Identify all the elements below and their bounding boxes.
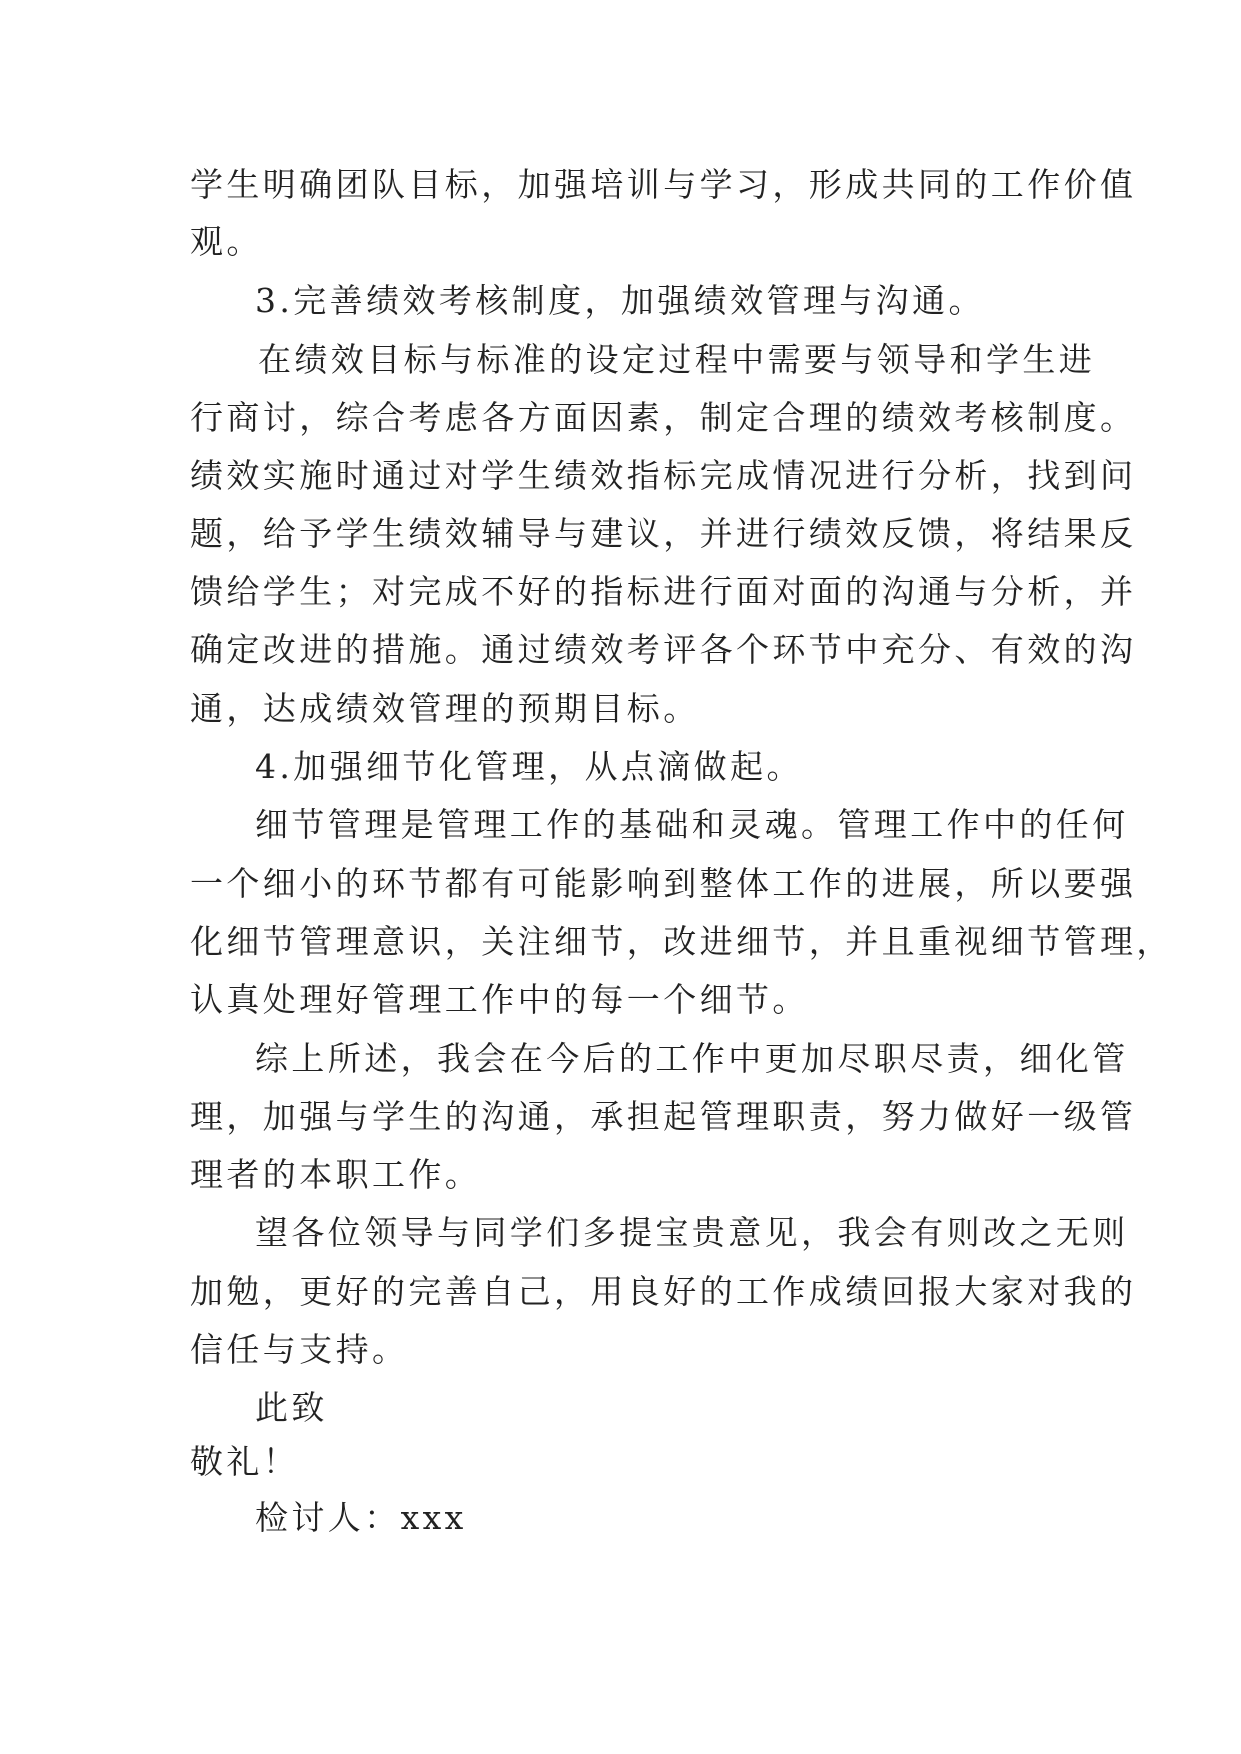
text-line: 望各位领导与同学们多提宝贵意见，我会有则改之无则 (255, 1213, 1129, 1252)
text-line: 一个细小的环节都有可能影响到整体工作的进展，所以要强 (190, 864, 1137, 903)
text-line: 绩效实施时通过对学生绩效指标完成情况进行分析，找到问 (190, 456, 1137, 495)
closing-regards: 敬礼！ (190, 1442, 300, 1481)
closing-salutation: 此致 (255, 1388, 328, 1427)
text-line: 通，达成绩效管理的预期目标。 (190, 689, 700, 728)
text-line: 馈给学生；对完成不好的指标进行面对面的沟通与分析，并 (190, 572, 1137, 611)
text-line: 确定改进的措施。通过绩效考评各个环节中充分、有效的沟 (190, 630, 1137, 669)
section-heading: 4.加强细节化管理，从点滴做起。 (255, 747, 803, 786)
text-line: 信任与支持。 (190, 1330, 409, 1369)
text-line: 理，加强与学生的沟通，承担起管理职责，努力做好一级管 (190, 1097, 1137, 1136)
text-line: 化细节管理意识，关注细节，改进细节，并且重视细节管理， (190, 922, 1173, 961)
text-line: 观。 (190, 222, 263, 261)
text-line: 题，给予学生绩效辅导与建议，并进行绩效反馈，将结果反 (190, 514, 1137, 553)
text-line: 理者的本职工作。 (190, 1155, 482, 1194)
text-line: 细节管理是管理工作的基础和灵魂。管理工作中的任何 (255, 805, 1129, 844)
section-heading: 3.完善绩效考核制度，加强绩效管理与沟通。 (255, 281, 985, 320)
text-line: 综上所述，我会在今后的工作中更加尽职尽责，细化管 (255, 1039, 1129, 1078)
signature-line: 检讨人：xxx (255, 1498, 467, 1537)
text-line: 学生明确团队目标，加强培训与学习，形成共同的工作价值 (190, 165, 1137, 204)
text-line: 认真处理好管理工作中的每一个细节。 (190, 980, 809, 1019)
text-line: 在绩效目标与标准的设定过程中需要与领导和学生进 (258, 340, 1096, 379)
text-line: 加勉，更好的完善自己，用良好的工作成绩回报大家对我的 (190, 1272, 1137, 1311)
text-line: 行商讨，综合考虑各方面因素，制定合理的绩效考核制度。 (190, 398, 1137, 437)
